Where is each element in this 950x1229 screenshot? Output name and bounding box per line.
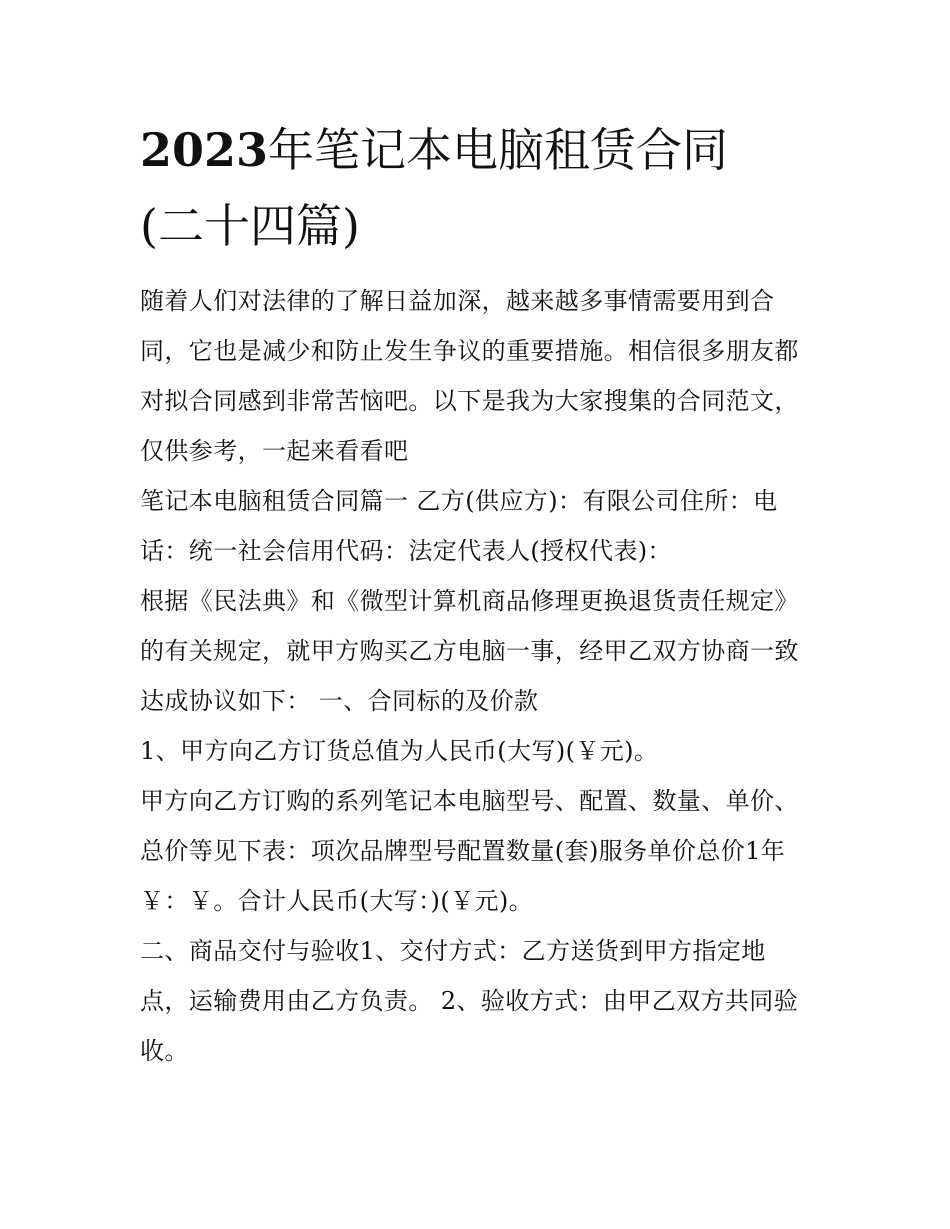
text-line: 二、商品交付与验收1、交付方式：乙方送货到甲方指定地 (140, 937, 766, 965)
paragraph-delivery (140, 926, 820, 1076)
text-line: 总价等见下表：项次品牌型号配置数量(套)服务单价总价1年 (140, 837, 786, 865)
title-text: 年笔记本电脑租赁合同 (268, 123, 729, 177)
text-line: 仅供参考，一起来看看吧 (140, 437, 409, 465)
paragraph-parties (140, 476, 820, 576)
title-line-1 (140, 112, 820, 188)
paragraph-order-details (140, 776, 820, 926)
text-line: 点，运输费用由乙方负责。 2、验收方式：由甲乙双方共同验 (140, 987, 799, 1015)
paragraph-basis (140, 576, 820, 726)
document-page (140, 112, 820, 1076)
text-line: 同，它也是减少和防止发生争议的重要措施。相信很多朋友都 (140, 337, 799, 365)
text-line: 随着人们对法律的了解日益加深，越来越多事情需要用到合 (140, 287, 775, 315)
text-line: 话：统一社会信用代码：法定代表人(授权代表)： (140, 537, 672, 565)
title-year: 2023 (140, 123, 269, 177)
paragraph-intro (140, 276, 820, 476)
text-line: 达成协议如下： 一、合同标的及价款 (140, 687, 539, 715)
text-line: 笔记本电脑租赁合同篇一 乙方(供应方)：有限公司住所：电 (140, 487, 778, 515)
text-line: 对拟合同感到非常苦恼吧。以下是我为大家搜集的合同范文， (140, 387, 799, 415)
paragraph-order-total (140, 726, 820, 776)
text-line: ￥：￥。合计人民币(大写：)(￥元)。 (140, 887, 534, 915)
text-line: 根据《民法典》和《微型计算机商品修理更换退货责任规定》 (140, 587, 799, 615)
document-title (140, 112, 820, 264)
title-line-2: (二十四篇) (140, 199, 360, 253)
text-line: 1、甲方向乙方订货总值为人民币(大写)(￥元)。 (140, 737, 659, 765)
document-body (140, 276, 820, 1076)
text-line: 甲方向乙方订购的系列笔记本电脑型号、配置、数量、单价、 (140, 787, 799, 815)
text-line: 收。 (140, 1037, 189, 1065)
text-line: 的有关规定，就甲方购买乙方电脑一事，经甲乙双方协商一致 (140, 637, 799, 665)
